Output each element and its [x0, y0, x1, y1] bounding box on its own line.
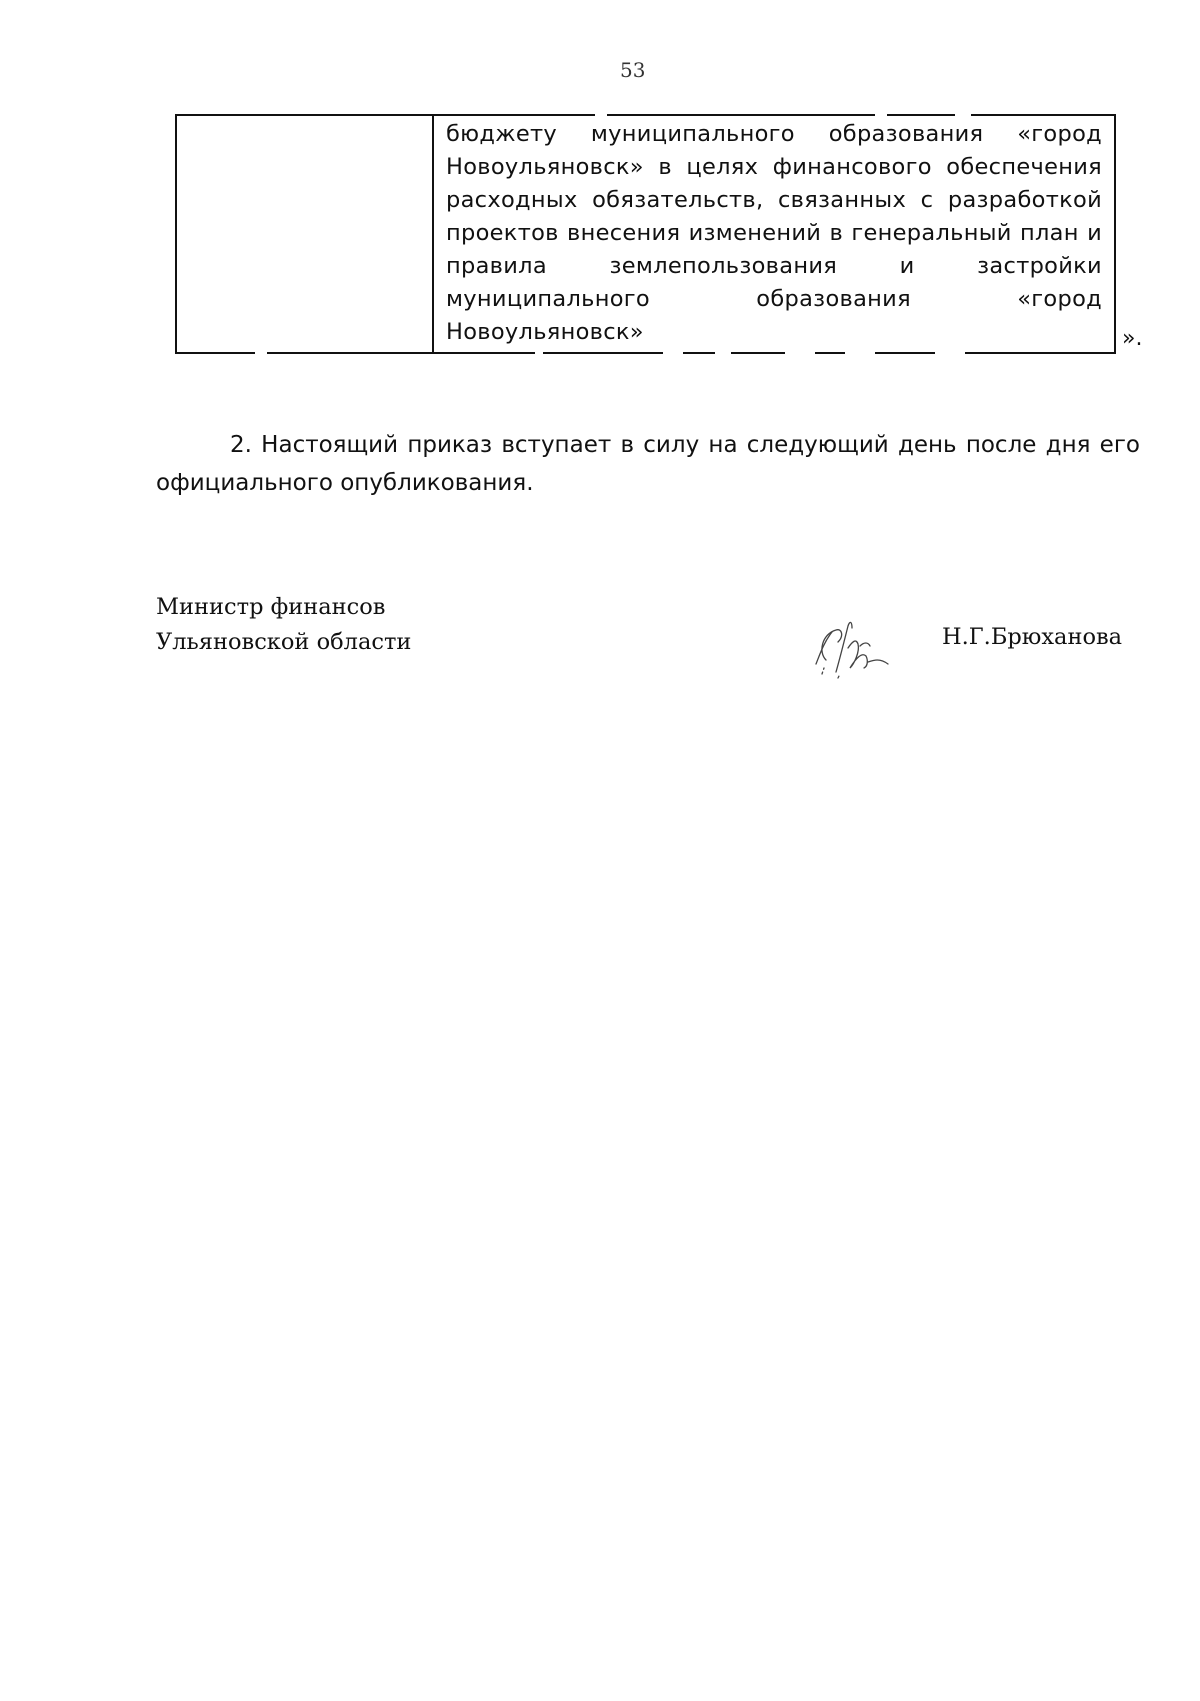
table-top-border [175, 114, 1116, 116]
signer-title-line-2: Ульяновской области [156, 629, 412, 655]
signer-title-line-1: Министр финансов [156, 594, 386, 620]
table-fragment [175, 114, 1116, 354]
table-bottom-border [175, 352, 1116, 354]
signer-name: Н.Г.Брюханова [942, 624, 1123, 650]
paragraph-effective-date: 2. Настоящий приказ вступает в силу на следующий день после дня его официального опубликования. [156, 432, 1140, 496]
table-left-border [175, 114, 177, 354]
signer-title [156, 590, 411, 660]
closing-quote-mark: ». [1122, 326, 1143, 351]
table-right-border [1114, 114, 1116, 354]
signature-icon [808, 612, 904, 692]
page-number: 53 [620, 58, 646, 82]
table-column-divider [432, 114, 434, 354]
table-right-cell: бюджету муниципального образования «город Новоульяновск» в целях финансового обеспечения расходных обязательств, связанных с разработкой проектов внесения изменений в генеральный план и правила землепользования и застройки муниципального образования «город Новоульяновск» [446, 121, 1102, 345]
